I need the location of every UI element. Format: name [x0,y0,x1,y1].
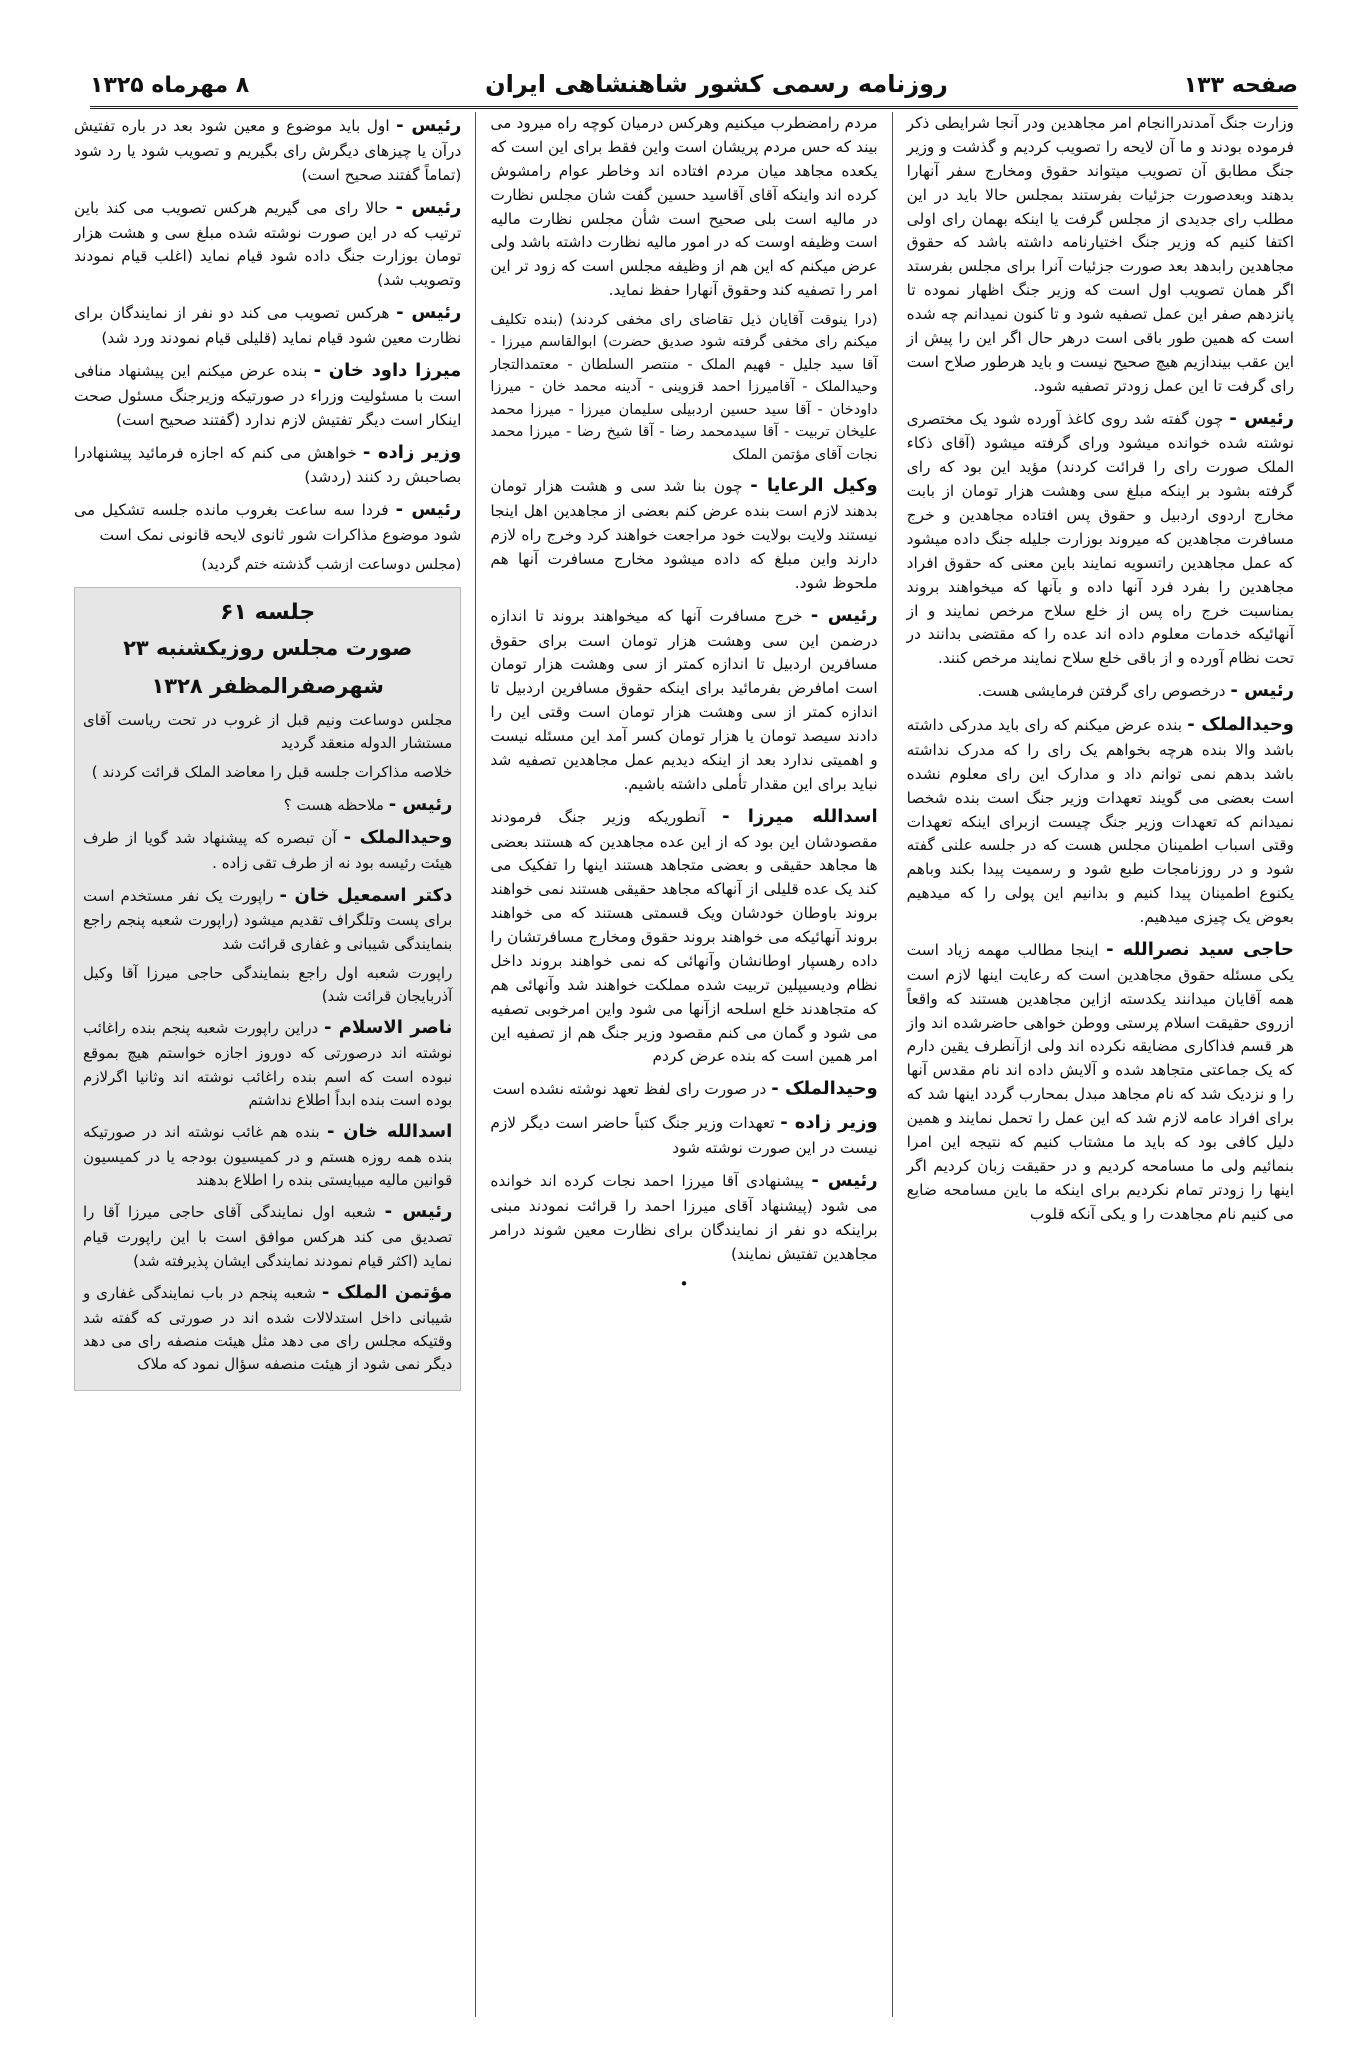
paragraph [907,711,1294,930]
speaker-name: وحیدالملک - [771,1078,878,1100]
speaker-name: وکیل الرعایا - [750,475,878,497]
paragraph [74,112,461,188]
speaker-name: وزیر زاده - [362,441,462,463]
paragraph [83,1198,452,1272]
speaker-name: رئیس - [395,196,462,218]
paragraph-text: خرج مسافرت آنها که میخواهند بروند تا اندازه درضمن این سی وهشت هزار تومان است برای حقوق مسافرین اردبیل تا اندازه کمتر از سی وهشت هزار تومان است امافرض بفرمائید برای اینکه حقوق مسافرین اردبیل تا اندازه کمتر از سی وهشت هزار تومان است وقتی این را دادند سیصد تومان یا هزار تومان کسر آمد این مسئله نیست و اهمیتی ندارد بعد از اینکه دیدیم عمل مجاهدین تصفیه شد نباید برای این مقدار تأملی داشته باشیم. [490,606,878,793]
session-61-box [74,587,461,1392]
paragraph [490,1109,877,1161]
paragraph-text: خواهش می کنم که اجازه فرمائید پیشنهادرا بصاحبش رد کنند (ردشد) [74,443,462,487]
paragraph [74,439,461,491]
session-body [83,709,452,1377]
paragraph [83,1014,452,1112]
paragraph [74,496,461,548]
paragraph [83,709,452,756]
speaker-name: مؤتمن الملک - [321,1281,453,1303]
paragraph [74,194,461,294]
paragraph-text: آن تبصره که پیشنهاد شد گویا از طرف هیئت رئیسه بود نه از طرف تقی زاده . [83,829,453,873]
speaker-name: رئیس - [395,499,462,521]
column-left [60,112,476,2017]
speaker-name: رئیس - [810,604,878,626]
paragraph-text: مجلس دوساعت ونیم قبل از غروب در تحت ریاست آقای مستشار الدوله منعقد گردید [83,710,453,752]
paragraph-text: بنده هم غائب نوشته اند در صورتیکه بنده همه روزه هستم و در کمیسیون بودجه یا در کمیسیون قوانین مالیه میبایستی بنده را اطلاع بدهند [83,1123,453,1190]
paragraph [907,936,1294,1227]
paragraph-text: پیشنهادی آقا میرزا احمد نجات کرده اند خوانده می شود (پیشنهاد آقای میرزا احمد را قرائت نمودند مبنی براینکه دو نفر از نمایندگان برای نظارت معین شوند درامر مجاهدین تفتیش نمایند) [490,1171,878,1263]
paragraph [83,962,452,1009]
column-middle [476,112,892,2017]
paragraph [907,405,1294,672]
paragraph-text: اینجا مطالب مهمه زیاد است یکی مسئله حقوق مجاهدین است که رعایت اینها لازم است همه آقایان میدانند یکدسته ازاین مجاهدین هستند که واقعاً ازروی حقیقت اسلام پرستی ووطن خواهی حاضرشده اند واز هر قسم فداکاری مضایقه نکرده اند ولی ازآنطرف یقین دارم که یک جماعتی متجاهد شده و آلایش داده اند نام مقدس آنها را و نزدیک شد که نام مجاهد مبدل بمحارب گردد اینها شد که برای افراد عامه لازم شد که این عمل را تحمل نمایند و همین دلیل کافی بود که باید ما مشتاب کنیم که نتیجه این امرا بنمائیم ولی ما مسامحه کردیم و در حقیقت زبان کردیم اگر اینها را زودتر تمام نکردیم برای اینکه ما باین مسامحه ضایع می کنیم نام مجاهدت را و یکی آنکه قلوب [906,940,1294,1223]
paragraph-text: بنده عرض میکنم این پیشنهاد منافی است با مسئولیت وزراء در صورتیکه وزیرجنگ مسئول صحت اینکار است دیگر تفتیش لازم ندارد (گفتند صحیح است) [74,361,462,429]
speaker-name: اسدالله خان - [326,1121,453,1143]
session-title-line1: صورت مجلس روزیکشنبه ۲۳ [123,635,413,660]
paragraph-text: راپورت یک نفر مستخدم است برای پست وتلگراف تقدیم میشود (راپورت شعبه پنجم راجع بنمایندگی شیبانی و غفاری قرائت شد [83,886,453,953]
speaker-name: رئیس - [811,1169,878,1191]
paragraph-text: (مجلس دوساعت ازشب گذشته ختم گردید) [201,557,462,574]
paragraph-text: هرکس تصویب می کند دو نفر از نمایندگان برای نظارت معین شود قیام نماید (قلیلی قیام نمودند ورد شد) [74,304,462,348]
paragraph [907,112,1294,399]
paragraph [490,1167,877,1267]
paragraph-text: دراین راپورت شعبه پنجم بنده راغائب نوشته اند درصورتی که دوروز اجازه خواستم هیچ بموقع نبوده است که اسم بنده راغائب نوشته اند وثانیا اگرلازم بوده است بنده ابداً اطلاع نداشتم [83,1019,453,1109]
speaker-name: وحیدالملک - [343,827,453,849]
paragraph [83,791,452,819]
paragraph-text: در صورت رای لفظ تعهد نوشته نشده است [492,1080,767,1099]
speaker-name: میرزا داود خان - [313,359,462,381]
paragraph-text: شعبه اول نمایندگی آقای حاجی میرزا آقا را تصدیق می کند هرکس موافق است با این راپورت قیام نماید (اکثر قیام نمودند نمایندگی ایشان پذیرفته شد) [83,1203,453,1270]
paragraph [490,1273,877,1297]
speaker-name: رئیس - [384,1201,453,1223]
paragraph [74,554,461,576]
paragraph [490,1075,877,1103]
paragraph-text: • [679,1274,689,1293]
paragraph-text: راپورت شعبه اول راجع بنمایندگی حاجی میرزا آقا وکیل آذربایجان قرائت شد) [83,963,453,1006]
speaker-name: رئیس - [1229,407,1295,429]
issue-date: ۸ مهرماه ۱۳۲۵ [90,73,250,98]
paragraph-text: آنطوریکه وزیر جنگ فرمودند مقصودشان این بود که از این عده مجاهدین که هستند بعضی ها مجاهد حقیقی و بعضی متجاهد هستند اینها را تفکیک می کند یک عده قلیلی از آنهاکه مجاهد حقیقی هستند نمی خواهند بروند باوطان خودشان ویک قسمتی هستند که می خواهند بروند آنهائیکه می خواهند بروند حقوق ومخارج مسافرتشان را داده رهسپار اوطانشان وآنهائی که نمی خواهند بروند داخل نظام ودیسیپلین تربیت شده مملکت خواهند شد وآنهائی هم که متجاهدند خلع اسلحه ازآنها می شود واین امرخوبی تصفیه می شود و گمان می کنم مقصود وزیر جنگ هم از تصفیه این امر همین است که بنده عرض کردم [490,807,878,1066]
speaker-name: وزیر زاده - [780,1112,878,1134]
paragraph [74,357,461,433]
paragraph [490,472,877,595]
speaker-name: اسدالله میرزا - [722,805,878,827]
paragraph [490,112,877,303]
paragraph [83,761,452,784]
speaker-name: دکتر اسمعیل خان - [279,884,453,906]
paragraph-text: تعهدات وزیر جنگ کتباً حاضر است دیگر لازم نیست در این صورت نوشته شود [490,1114,878,1158]
paragraph-text: حالا رای می گیریم هرکس تصویب می کند باین ترتیب که در این صورت نوشته شده مبلغ سی و هشت هزار تومان بوزارت جنگ داده شود قیام نماید (اغلب قیام نمودند وتصویب شد) [74,198,462,290]
paragraph-text: مردم رامضطرب میکنیم وهرکس درمیان کوچه راه میرود می بیند که حس مردم پریشان است واین فقط برای این است که یکعده مجاهد میان مردم افتاده اند وخاطر عوام رامشوش کرده اند واینکه آقای آقاسید حسین گفت شان مجلس نظارت در مالیه است بلی صحیح است شأن مجلس نظارت مالیه است وظیفه اوست که در امور مالیه نظارت داشته باشد ولی عرض میکنم که این هم از وظیفه مجلس است که زود تر این امر را تصفیه کند وحقوق آنهارا حفظ نماید. [490,114,878,300]
speaker-name: رئیس - [396,302,462,324]
paragraph-text: چون گفته شد روی کاغذ آورده شود یک مختصری نوشته شده خوانده میشود ورای گرفته میشود (آقای ذکاء الملک صورت رای را قرائت کردند) مؤید این بود که رای گرفته بشود بر اینکه مبلغ سی وهشت هزار تومان از بابت مخارج اردوی اردبیل و حقوق پس افتاده مجاهدین و خرج مسافرت مجاهدین که میروند بوزارت جلیله جنگ داده میشود که عمل مجاهدین راتسویه نمایند باین معنی که حقوق افراد مجاهدین را بفرد فرد آنها داده و بآنها که میخواهند بروند بمناسبت خرج راه پس از خلع سلاح مرخص نمایند و از آنهائیکه خدمات معلوم داده اند عده را که مقتضی بدانند در تحت نظام آورده و از باقی خلع سلاح نمایند مرخص کنند. [906,409,1294,668]
session-number: جلسه ۶۱ [220,599,316,625]
paragraph-text: (درا ینوقت آقایان ذیل تقاضای رای مخفی کردند) (بنده تکلیف میکنم رای مخفی گرفته شود صدیق حضرت) ابوالقاسم میرزا - آقا سید جلیل - فهیم الملک - منتصر السلطان - معتمدالتجار وحیدالملک - آقامیرزا احمد قزوینی - آدینه محمد خان - میرزا داودخان - آقا سید حسین اردبیلی سلیمان میرزا - میرزا محمد علیخان تربیت - آقا سیدمحمد رضا - آقا شیخ رضا - میرزا محمد نجات آقای مؤتمن الملک [490,312,878,463]
speaker-name: رئیس - [396,115,462,136]
text-columns [60,112,1308,2017]
paragraph-text: بنده عرض میکنم که رای باید مدرکی داشته باشد والا بنده هرچه بخواهم یک رای را که مدرک نداشته باشد بدهم نمی توانم داد و مدارک این رای معلوم نشده است بعضی می گویند تعهدات وزیر جنگ است بنده شخصا نمیدانم که تعهدات وزیر جنگ چیست ازبرای اینکه تعهدات وقتی اسباب اطمینان مجلس هست که در جلسه علنی گفته شود و در روزنامجات طبع شود و رسمیت پیدا بکند وباهم یکنوع اطمینان پیدا کنیم و بدانیم این پولی را که میدهیم بعوض یک چیزی میدهیم. [906,716,1294,927]
paragraph-text: چون بنا شد سی و هشت هزار تومان بدهند لازم است بنده عرض کنم بعضی از مجاهدین اهل اینجا نیستند ولایت بولایت خود مراجعت خواهند کرد وخرج راه لازم دارند واین مبلغ که داده میشود مخارج مسافرت آنها هم ملحوظ شود. [490,477,878,592]
speaker-name: رئیس - [1230,680,1294,702]
column-right [893,112,1308,2017]
speaker-name: رئیس - [388,793,453,815]
paragraph [490,309,877,466]
paragraph-text: وزارت جنگ آمدندراانجام امر مجاهدین ودر آنجا شرایطی ذکر فرموده بودند و ما آن لایحه را تصویب کردیم و گذشت و وزیر جنگ مطابق آن تصویب میتواند حقوق ومخارج سفر آنهارا بدهند وبعدصورت جزئیات بفرستند بمجلس حالا باید در این مطلب رای جدیدی از مجلس گرفت یا اینکه بهمان رای اولی اکتفا کنیم که وزیر جنگ اختیارنامه داشته باشد که حقوق مجاهدین رابدهد بعد صورت جزئیات آنرا برای مجلس بفرستد اگر همان تصویب اول است که وزیر جنگ اظهار نموده تا پانزدهم صفر این عمل تصفیه شود و تا کنون نمیدانم چه شده است که همین طور باقی است درهر حال اگر این را پیش از این عقب بیندازیم هیچ صحیح نیست و باید هرطور صلاح است رای گرفت تا این عمل زودتر تصفیه شود. [906,114,1294,395]
paragraph-text: شعبه پنجم در باب نمایندگی غفاری و شیبانی داخل استدلالات شده اند در صورتی که گفته شد وقتیکه مجلس رای می دهد مثل هیئت منصفه رای می دهد دیگر نمی شود از هیئت منصفه سؤال نمود که ملاک [83,1283,453,1374]
running-header [90,38,1298,109]
paragraph [74,299,461,351]
paragraph [83,882,452,956]
newspaper-title: روزنامه رسمی کشور شاهنشاهی ایران [485,70,948,98]
speaker-name: حاجی سید نصرالله - [1106,938,1294,960]
paragraph [907,677,1294,705]
session-title-line2: شهرصفرالمظفر ۱۳۲۸ [151,674,384,699]
page-number: صفحه ۱۳۳ [1183,73,1298,98]
paragraph [83,824,452,875]
paragraph [490,803,877,1070]
speaker-name: ناصر الاسلام - [324,1017,453,1039]
speaker-name: وحیدالملک - [1187,714,1294,736]
paragraph [490,602,877,797]
paragraph-text: ملاحظه هست ؟ [283,795,384,814]
paragraph-text: فردا سه ساعت بغروب مانده جلسه تشکیل می شود موضوع مذاکرات شور ثانوی لایحه قانونی نمک است [74,501,462,545]
column-left-proceedings [74,112,461,577]
paragraph-text: اول باید موضوع و معین شود بعد در باره تفتیش درآن یا چیزهای دیگرش رای بگیریم و تصویب شود یا رد شود (تماماً گفتند صحیح است) [74,117,462,184]
paragraph [83,1279,452,1377]
paragraph-text: درخصوص رای گرفتن فرمایشی هست. [977,682,1226,701]
paragraph [83,1118,452,1192]
paragraph-text: خلاصه مذاکرات جلسه قبل را معاضد الملک قرائت کردند ) [91,763,453,782]
